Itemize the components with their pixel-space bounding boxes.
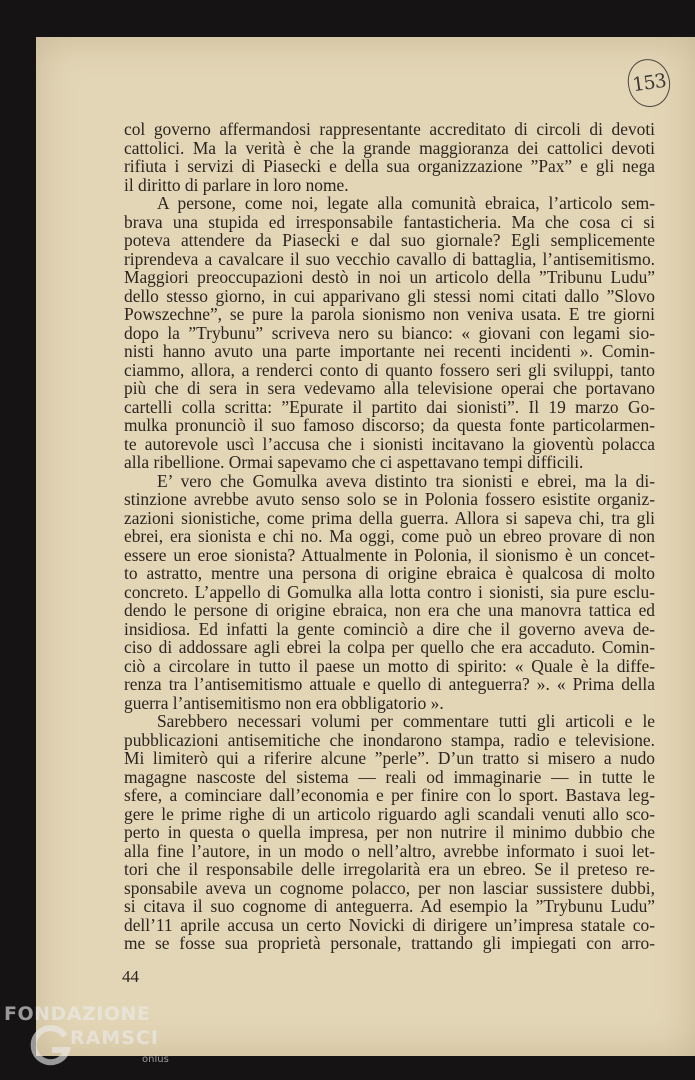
text-line: sfere, a cominciare dall’economia e per finire con lo sport. Bastava leg-	[124, 785, 655, 805]
text-line: renza tra l’antisemitismo attuale e quello di anteguerra? ». « Prima della	[124, 674, 655, 694]
text-line: alla ribellione. Ormai sapevamo che ci aspettavano tempi difficili.	[124, 452, 584, 472]
text-line: gere le prime righe di un articolo riguardo agli scandali venuti allo sco-	[124, 803, 655, 824]
paragraph	[124, 472, 655, 713]
body-text	[124, 120, 655, 953]
text-line: essere un eroe sionista? Attualmente in Polonia, il sionismo è un concet-	[124, 544, 655, 565]
text-line: cattolici. Ma la verità è che la grande maggioranza dei cattolici devoti	[124, 137, 655, 158]
page-number: 44	[122, 967, 139, 986]
text-line: poteva attendere da Piasecki e dal suo giornale? Egli semplicemente	[124, 230, 655, 250]
text-line: ebrei, era sionista e chi no. Ma oggi, come può un ebreo provare di non	[124, 526, 655, 546]
text-line: sponsabile aveva un cognome polacco, per non lasciar sussistere dubbi,	[124, 877, 655, 898]
text-line: il diritto di parlare in loro nome.	[124, 174, 349, 195]
text-line: pubblicazioni antisemitiche che inondarono stampa, radio e televisione.	[124, 729, 655, 750]
archive-stamp	[625, 56, 673, 109]
watermark-tag: onlus	[142, 1054, 169, 1065]
book-page	[36, 37, 695, 1056]
text-line: dendo le persone di origine ebraica, non era che una manovra tattica ed	[124, 600, 655, 620]
text-line: col governo affermandosi rappresentante accreditato di circoli di devoti	[124, 119, 655, 139]
text-line: perto in questa o quella impresa, per non nutrire il minimo dubbio che	[124, 822, 655, 842]
text-line: più che di sera in sera vedevamo alla televisione operai che portavano	[124, 378, 655, 398]
text-line: Sarebbero necessari volumi per commentare tutti gli articoli e le	[157, 711, 655, 731]
g-logo-icon	[28, 1024, 72, 1068]
paragraph	[124, 712, 655, 953]
text-line: rifiuta i servizi di Piasecki e della sua organizzazione ”Pax” e gli nega	[124, 156, 655, 176]
text-line: E’ vero che Gomulka aveva distinto tra sionisti e ebrei, ma la di-	[157, 470, 655, 491]
text-line: zazioni sionistiche, come prima della guerra. Allora si sapeva chi, tra gli	[124, 507, 655, 528]
text-line: stinzione avrebbe avuto senso solo se in Polonia fossero esistite organiz-	[124, 489, 655, 509]
text-line: Mi limiterò qui a riferire alcune ”perle”. D’un tratto si misero a nudo	[124, 748, 655, 768]
watermark-title: FONDAZIONE	[4, 1003, 151, 1025]
text-line: te autorevole uscì l’accusa che i sionisti incitavano la gioventù polacca	[124, 433, 655, 454]
text-line: si citava il suo cognome di anteguerra. Ad esempio la ”Trybunu Ludu”	[124, 896, 655, 916]
text-line: concreto. L’appello di Gomulka alla lotta contro i sionisti, sia pure esclu-	[124, 581, 655, 602]
text-line: brava una stupida ed irresponsabile fantasticheria. Ma che cosa ci si	[124, 211, 655, 232]
text-line: dell’11 aprile accusa un certo Novicki di dirigere un’impresa statale co-	[124, 914, 655, 935]
text-line: alla fine l’autore, in un modo o nell’altro, avrebbe informato i suoi let-	[124, 840, 655, 861]
paragraph	[124, 120, 655, 194]
text-line: cartelli colla scritta: ”Epurate il partito dai sionisti”. Il 19 marzo Go-	[124, 396, 655, 417]
text-line: ciammo, allora, a renderci conto di quanto fossero seri gli sviluppi, tanto	[124, 359, 655, 380]
text-line: ciso di addossare agli ebrei la colpa per quello che era accaduto. Comin-	[124, 637, 655, 657]
archive-number: 153	[630, 69, 667, 97]
text-line: Maggiori preoccupazioni destò in noi un articolo della ”Tribunu Ludu”	[124, 267, 655, 287]
text-line: to astratto, mentre una persona di origine ebraica è qualcosa di molto	[124, 563, 655, 583]
text-line: mulka pronunciò il suo famoso discorso; da questa fonte particolarmen-	[124, 415, 655, 435]
text-line: ciò a circolare in tutto il paese un motto di spirito: « Quale è la diffe-	[124, 655, 655, 676]
text-line: me se fosse sua proprietà personale, trattando gli impiegati con arro-	[124, 933, 655, 953]
text-line: magagne nascoste del sistema — reali od immaginarie — in tutte le	[124, 766, 655, 787]
watermark-logo	[4, 1003, 204, 1080]
paragraph	[124, 194, 655, 472]
text-line: Powszechne”, se pure la parola sionismo non veniva usata. E tre giorni	[124, 304, 655, 324]
watermark-subtitle: RAMSCI	[70, 1027, 159, 1049]
text-line: nisti hanno avuto una parte importante nei recenti incidenti ». Comin-	[124, 341, 655, 361]
text-line: insidiosa. Ed infatti la gente cominciò a dire che il governo aveva de-	[124, 618, 655, 639]
text-line: dello stesso giorno, in cui apparivano gli stessi nomi citati dallo ”Slovo	[124, 285, 655, 306]
text-line: tori che il responsabile delle irregolarità era un ebreo. Se il preteso re-	[124, 859, 655, 879]
text-line: dopo la ”Trybunu” scriveva nero su bianco: « giovani con legami sio-	[124, 322, 655, 343]
text-line: riprendeva a cavalcare il suo vecchio cavallo di battaglia, l’antisemitismo.	[124, 248, 655, 269]
text-line: guerra l’antisemitismo non era obbligatorio ».	[124, 692, 444, 713]
text-line: A persone, come noi, legate alla comunità ebraica, l’articolo sem-	[157, 193, 655, 213]
